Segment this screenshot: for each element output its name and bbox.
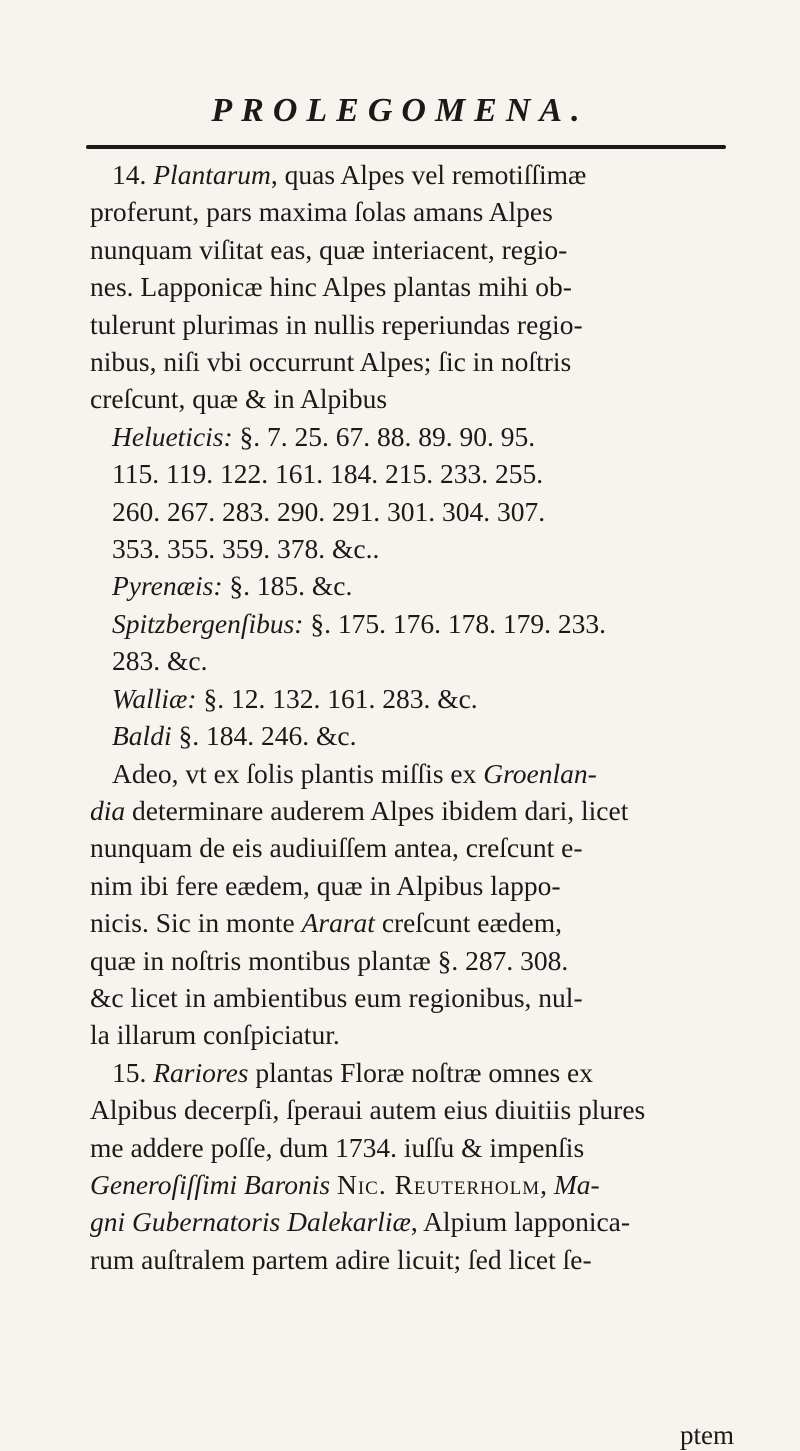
- helv-label: Helueticis:: [112, 420, 233, 452]
- s15-line-3: me addere poſſe, dum 1734. iuſſu & impenſis: [90, 1131, 585, 1163]
- wal-label: Walliæ:: [112, 682, 197, 714]
- s15-comma: ,: [540, 1168, 547, 1200]
- catchword: ptem: [680, 1420, 734, 1450]
- s15-text-5: , Alpium lapponica-: [410, 1206, 631, 1238]
- s15-magni: Ma-: [553, 1168, 600, 1200]
- adeo-line-8: la illarum conſpiciatur.: [90, 1019, 340, 1051]
- section-14-lead: Plantarum: [153, 159, 271, 190]
- adeo-line-1: [90, 755, 730, 792]
- s15-line-4: [90, 1166, 730, 1203]
- adeo-line-2: [90, 792, 730, 829]
- adeo-line-7: &c licet in ambientibus eum regionibus, nul-: [90, 981, 583, 1013]
- adeo-line-3: nunquam de eis audiuiſſem antea, creſcunt e-: [90, 832, 583, 864]
- s15-gubernatoris: gni Gubernatoris Dalekarliæ: [90, 1206, 411, 1238]
- spitz-line-1: [90, 605, 730, 642]
- adeo-text-5c: creſcunt eædem,: [381, 907, 563, 939]
- helv-line-2: 115. 119. 122. 161. 184. 215. 233. 255.: [112, 458, 544, 490]
- s14-line-5: tulerunt plurimas in nullis reperiundas regio-: [90, 308, 583, 340]
- spitz-line-2: 283. &c.: [112, 645, 208, 677]
- s15-baronis: Generoſiſſimi Baronis: [90, 1168, 331, 1200]
- pyr-line: [90, 567, 730, 604]
- adeo-text-1: Adeo, vt ex ſolis plantis miſſis ex: [112, 757, 477, 789]
- adeo-ararat: Ararat: [301, 907, 375, 939]
- spitz-refs-1: §. 175. 176. 178. 179. 233.: [310, 607, 606, 639]
- section-14-number: 14.: [112, 159, 147, 190]
- section-15-lead: Rariores: [153, 1056, 249, 1088]
- helv-line-4: 353. 355. 359. 378. &c..: [112, 533, 380, 565]
- bal-line: [90, 717, 730, 754]
- section-15-number: 15.: [112, 1056, 147, 1088]
- s15-reuterholm: Nic. Reuterholm: [336, 1168, 541, 1200]
- running-head: PROLEGOMENA.: [211, 92, 589, 129]
- pyr-refs: §. 185. &c.: [229, 570, 353, 602]
- helv-line-1: [90, 418, 730, 455]
- wal-refs: §. 12. 132. 161. 283. &c.: [203, 682, 478, 714]
- s14-line-7: creſcunt, quæ & in Alpibus: [90, 383, 388, 415]
- s15-text-1: plantas Floræ noſtræ omnes ex: [255, 1056, 593, 1088]
- s14-line-4: nes. Lapponicæ hinc Alpes plantas mihi ob-: [90, 271, 572, 303]
- pyr-label: Pyrenæis:: [112, 570, 223, 602]
- s14-line-2: proferunt, pars maxima ſolas amans Alpes: [90, 196, 553, 228]
- s14-line-3: nunquam viſitat eas, quæ interiacent, regio-: [90, 233, 568, 265]
- wal-line: [90, 680, 730, 717]
- bal-refs: §. 184. 246. &c.: [178, 720, 357, 752]
- s14-text-1: , quas Alpes vel remotiſſimæ: [270, 159, 587, 190]
- s14-line-1: [90, 156, 730, 193]
- adeo-text-2: determinare auderem Alpes ibidem dari, licet: [132, 794, 629, 826]
- s15-line-1: [90, 1054, 730, 1091]
- s15-line-5: [90, 1203, 730, 1240]
- adeo-line-4: nim ibi fere eædem, quæ in Alpibus lappo-: [90, 869, 561, 901]
- adeo-groenlandia-2: dia: [90, 794, 126, 826]
- s15-line-6: rum auſtralem partem adire licuit; ſed licet ſe-: [90, 1243, 592, 1275]
- s14-line-6: nibus, niſi vbi occurrunt Alpes; ſic in noſtris: [90, 346, 572, 378]
- adeo-groenlandia-1: Groenlan-: [483, 757, 597, 789]
- helv-line-3: 260. 267. 283. 290. 291. 301. 304. 307.: [112, 495, 546, 527]
- page-body: [90, 156, 730, 1278]
- s15-line-2: Alpibus decerpſi, ſperaui autem eius diuitiis plures: [90, 1094, 646, 1126]
- helv-refs-1: §. 7. 25. 67. 88. 89. 90. 95.: [239, 420, 536, 452]
- bal-label: Baldi: [112, 720, 172, 752]
- spitz-label: Spitzbergenſibus:: [112, 607, 304, 639]
- adeo-text-5a: nicis. Sic in monte: [90, 907, 295, 939]
- head-rule: [86, 145, 726, 149]
- adeo-line-5: [90, 904, 730, 941]
- adeo-line-6: quæ in noſtris montibus plantæ §. 287. 308.: [90, 944, 569, 976]
